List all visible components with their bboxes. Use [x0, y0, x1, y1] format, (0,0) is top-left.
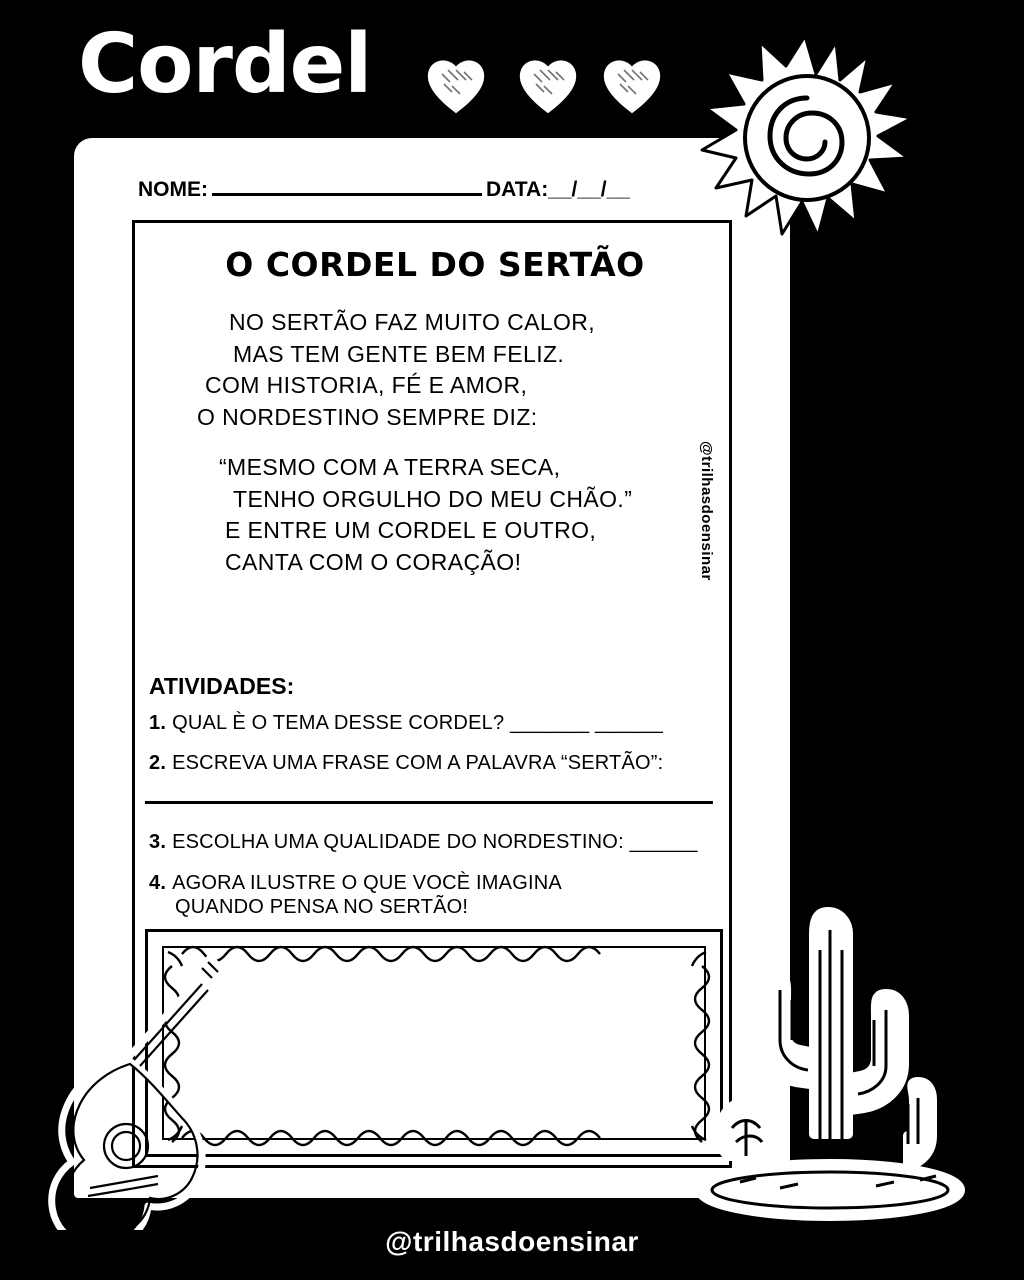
heart-icon	[600, 56, 664, 114]
guitar-icon	[30, 940, 240, 1230]
page-title: Cordel	[78, 17, 372, 112]
activity-text: QUAL È O TEMA DESSE CORDEL? _______ ______	[172, 712, 663, 734]
cactus-icon	[680, 890, 980, 1230]
footer-handle: @trilhasdoensinar	[385, 1226, 639, 1257]
poem-stanza	[181, 307, 701, 434]
activity-text-line2: QUANDO PENSA NO SERTÃO!	[175, 896, 469, 918]
activities-heading: ATIVIDADES:	[149, 673, 295, 699]
poem-stanza	[181, 452, 701, 579]
name-label: NOME:	[138, 178, 208, 201]
name-input-line[interactable]	[212, 193, 482, 196]
activity-number: 3.	[149, 831, 167, 853]
poem-line: CANTA COM O CORAÇÃO!	[225, 549, 522, 576]
activity-number: 1.	[149, 712, 167, 734]
poem-line: NO SERTÃO FAZ MUITO CALOR,	[229, 309, 596, 335]
date-label: DATA:	[486, 178, 549, 201]
activity-number: 4.	[149, 872, 167, 894]
answer-write-line[interactable]	[145, 801, 713, 804]
activity-text: AGORA ILUSTRE O QUE VOCÈ IMAGINA	[172, 872, 562, 894]
activity-item-2	[149, 751, 725, 775]
activity-number: 2.	[149, 752, 167, 774]
poem-line: COM HISTORIA, FÉ E AMOR,	[205, 372, 528, 399]
sun-icon	[690, 18, 920, 258]
poem-line: TENHO ORGULHO DO MEU CHÃO.”	[233, 485, 633, 512]
poem-body	[181, 307, 701, 597]
poem-line: MAS TEM GENTE BEM FELIZ.	[233, 340, 565, 367]
heart-icon	[424, 56, 488, 114]
poem-line: E ENTRE UM CORDEL E OUTRO,	[225, 517, 597, 544]
activity-item-1	[149, 711, 725, 735]
name-date-row	[138, 178, 738, 202]
activity-text: ESCREVA UMA FRASE COM A PALAVRA “SERTÃO”:	[172, 752, 664, 774]
side-watermark: @trilhasdoensinar	[698, 441, 715, 581]
date-input-line[interactable]: __/__/__	[548, 178, 630, 201]
poem-line: O NORDESTINO SEMPRE DIZ:	[197, 404, 538, 431]
activity-item-3	[149, 830, 725, 854]
poem-title: O CORDEL DO SERTÃO	[225, 245, 645, 284]
activity-text: ESCOLHA UMA QUALIDADE DO NORDESTINO: ______	[172, 831, 698, 853]
poem-line: “MESMO COM A TERRA SECA,	[219, 453, 561, 480]
activity-item-4	[149, 871, 725, 919]
heart-icon	[516, 56, 580, 114]
